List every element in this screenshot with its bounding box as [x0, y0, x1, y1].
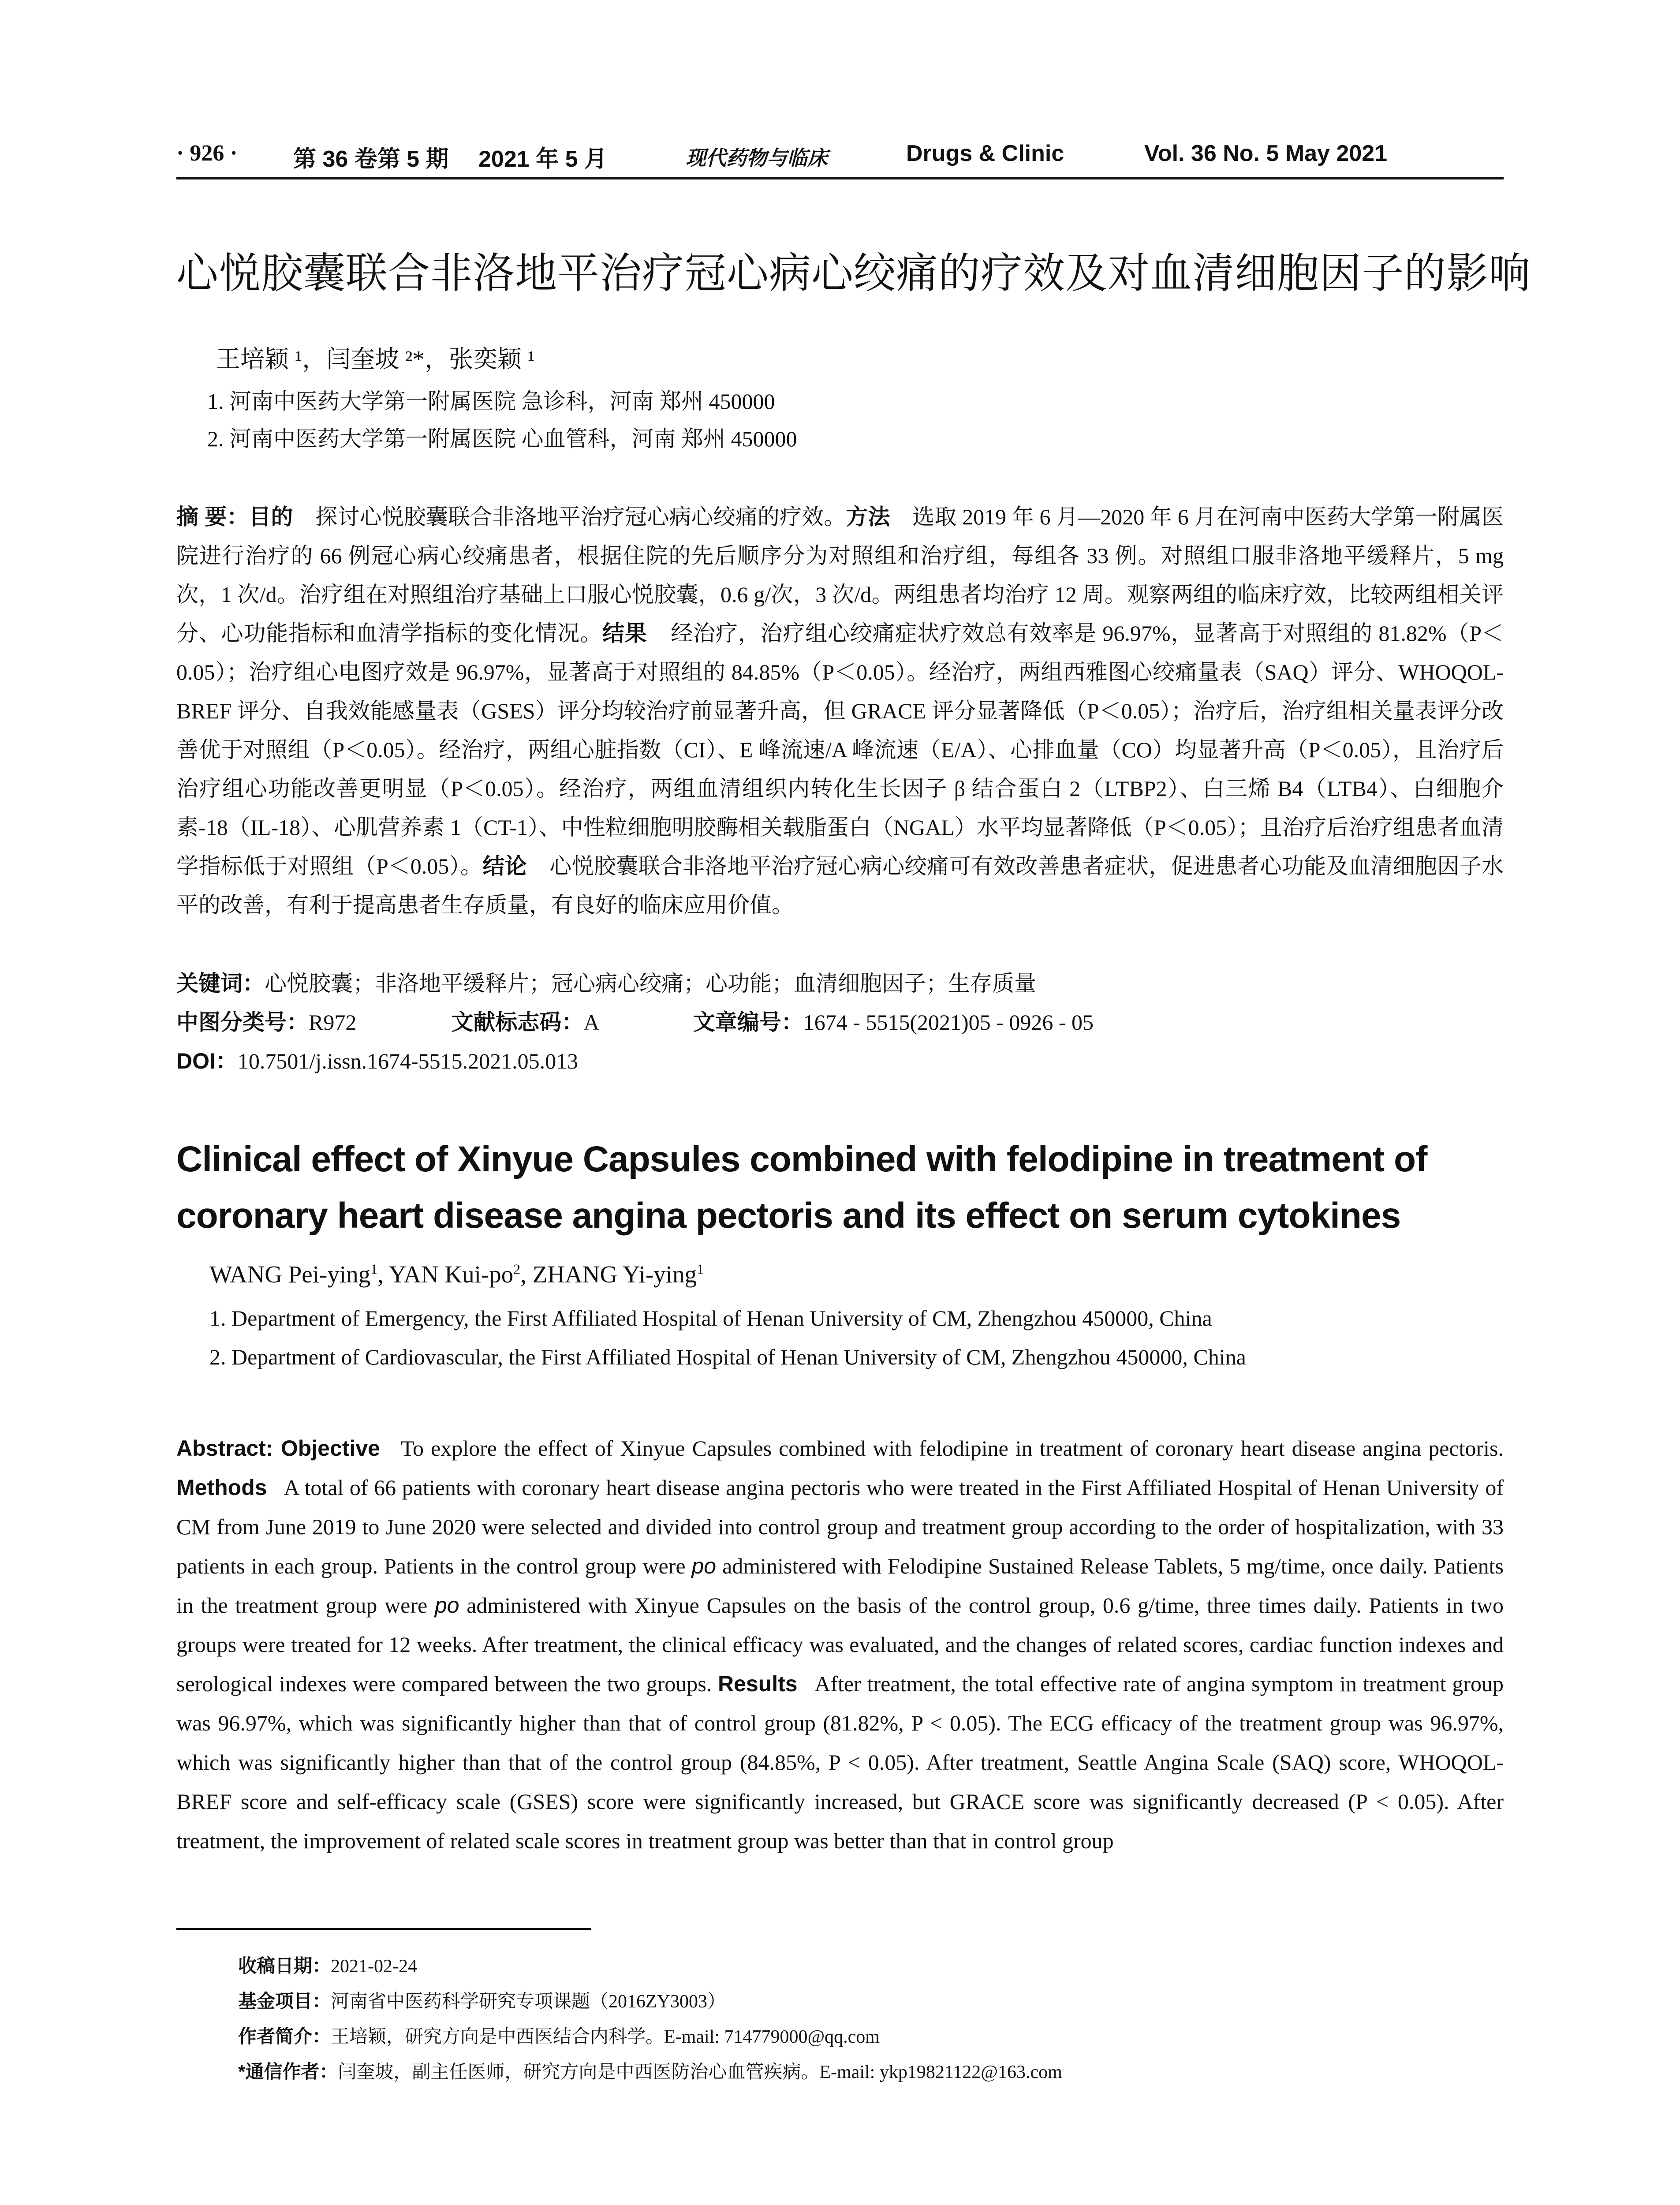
- header-rule: [176, 177, 1504, 179]
- results-cn-label: 结果: [602, 621, 647, 646]
- objective-cn-label: 目的: [249, 505, 293, 529]
- footnote-corresponding-value: 闫奎坡，副主任医师，研究方向是中西医防治心血管疾病。E-mail: ykp19821122@163.com: [338, 2062, 1062, 2082]
- footnote-corresponding-label: *通信作者：: [238, 2061, 338, 2082]
- article-no-label: 文章编号：: [693, 1010, 803, 1035]
- title-cn: 心悦胶囊联合非洛地平治疗冠心病心绞痛的疗效及对血清细胞因子的影响: [176, 250, 1531, 297]
- abstract-cn: [176, 497, 1504, 924]
- objective-en: To explore the effect of Xinyue Capsules combined with felodipine in treatment of coronary heart disease angina pectoris.: [400, 1436, 1504, 1461]
- date-cn: 2021 年 5 月: [478, 146, 607, 172]
- conclusion-cn-label: 结论: [482, 854, 527, 878]
- author-en-3: ZHANG Yi-ying: [532, 1261, 697, 1288]
- clc-value: R972: [309, 1010, 357, 1035]
- abstract-en: [176, 1429, 1504, 1861]
- classification-line: [176, 1005, 1094, 1036]
- footnote-fund: [238, 1987, 726, 2013]
- authors-en: WANG Pei-ying$^1$, YAN Kui-$po^2$, ZHANG Yi-ying$^1$: [209, 1261, 704, 1288]
- author-en-2-sup: 2: [513, 1261, 521, 1277]
- volume-en: Vol. 36 No. 5 May 2021: [1144, 141, 1388, 166]
- journal-name-en: Drugs & Clinic: [906, 141, 1064, 166]
- conclusion-cn: 心悦胶囊联合非洛地平治疗冠心病心绞痛可有效改善患者症状，促进患者心功能及血清细胞因子水平的改善，有利于提高患者生存质量，有良好的临床应用价值。: [176, 854, 1504, 917]
- volume-cn: 第 36 卷第 5 期: [293, 146, 449, 172]
- keywords-line: [176, 966, 1036, 998]
- title-en: Clinical effect of Xinyue Capsules combined with felodipine in treatment of coronary heart disease angina pectoris and its effect on serum cytokines: [176, 1139, 1427, 1236]
- footnote-received-label: 收稿日期：: [238, 1955, 331, 1976]
- methods-cn-label: 方法: [846, 505, 890, 529]
- po-1: po: [691, 1554, 717, 1578]
- affiliation-cn-2: 2. 河南中医药大学第一附属医院 心血管科，河南 郑州 450000: [207, 426, 797, 451]
- footnote-corresponding: [238, 2057, 1062, 2084]
- footnote-author-value: 王培颖，研究方向是中西医结合内科学。E-mail: 714779000@qq.com: [331, 2027, 880, 2047]
- footnote-author-label: 作者简介：: [238, 2026, 331, 2047]
- article-no-value: 1674 - 5515(2021)05 - 0926 - 05: [803, 1010, 1094, 1035]
- abstract-en-label: Abstract: Objective: [176, 1436, 380, 1461]
- author-en-3-sup: 1: [696, 1261, 704, 1277]
- page-number: · 926 ·: [176, 141, 238, 166]
- objective-cn: 探讨心悦胶囊联合非洛地平治疗冠心病心绞痛的疗效。: [315, 505, 846, 529]
- clc-label: 中图分类号：: [176, 1010, 309, 1035]
- abstract-cn-label: 摘 要：: [176, 505, 249, 529]
- results-en-label: Results: [717, 1671, 798, 1696]
- journal-name-cn: 现代药物与临床: [686, 147, 828, 169]
- author-en-1: WANG Pei-ying: [209, 1261, 371, 1288]
- methods-cn: 选取 2019 年 6 月—2020 年 6 月在河南中医药大学第一附属医院进行治疗的 66 例冠心病心绞痛患者，根据住院的先后顺序分为对照组和治疗组，每组各 33 例。对照组口服非洛地平缓释片，5 mg 次，1 次/d。治疗组在对照组治疗基础上口服心悦胶囊，0.6 g/次，3 次/d。两组患者均治疗 12 周。观察两组的临床疗效，比较两组相关评分、心功能指标和血清学指标的变化情况。: [176, 505, 1504, 646]
- doi-label: DOI：: [176, 1049, 238, 1073]
- footnote-fund-value: 河南省中医药科学研究专项课题（2016ZY3003）: [331, 1992, 726, 2012]
- footnote-author: [238, 2022, 880, 2048]
- affiliation-cn-1: 1. 河南中医药大学第一附属医院 急诊科，河南 郑州 450000: [207, 389, 775, 414]
- affiliation-en-1: 1. Department of Emergency, the First Affiliated Hospital of Henan University of CM, Zhengzhou 450000, China: [209, 1306, 1212, 1330]
- methods-en-3: administered with Xinyue Capsules on the basis of the control group, 0.6 g/time, three times daily. Patients in two groups were treated for 12 weeks. After treatment, the clinical efficacy was evaluated, and the changes of related scores, cardiac function indexes and serological indexes were compared between the two groups.: [176, 1593, 1504, 1696]
- keywords-label: 关键词：: [176, 971, 265, 996]
- methods-en-2: administered with Felodipine Sustained Release Tablets, 5 mg/time, once daily. Patients in the treatment group were: [176, 1554, 1504, 1618]
- footnote-rule: [176, 1928, 591, 1930]
- footnote-fund-label: 基金项目：: [238, 1991, 331, 2011]
- running-header: [176, 140, 1504, 176]
- footnote-received-value: 2021-02-24: [331, 1956, 417, 1977]
- affiliation-en-2: 2. Department of Cardiovascular, the First Affiliated Hospital of Henan University of CM, Zhengzhou 450000, China: [209, 1345, 1246, 1369]
- doi-line: [176, 1043, 578, 1075]
- keywords-value: 心悦胶囊；非洛地平缓释片；冠心病心绞痛；心功能；血清细胞因子；生存质量: [265, 971, 1036, 996]
- doc-code-label: 文献标志码：: [451, 1010, 584, 1035]
- methods-en-1: A total of 66 patients with coronary heart disease angina pectoris who were treated in the First Affiliated Hospital of Henan University of CM from June 2019 to June 2020 were selected and divided into control group and treatment group according to the order of hospitalization, with 33 patients in each group. Patients in the control group were: [176, 1475, 1504, 1578]
- results-en: After treatment, the total effective rate of angina symptom in treatment group was 96.97%, which was significantly higher than that of control group (81.82%, P < 0.05). The ECG efficacy of the treatment group was 96.97%, which was significantly higher than that of the control group (84.85%, P < 0.05). After treatment, Seattle Angina Scale (SAQ) score, WHOQOL-BREF score and self-efficacy scale (GSES) score were significantly increased, but GRACE score was significantly decreased (P < 0.05). After treatment, the improvement of related scale scores in treatment group was better than that in control group: [176, 1671, 1504, 1853]
- po-2: po: [434, 1593, 459, 1618]
- results-cn: 经治疗，治疗组心绞痛症状疗效总有效率是 96.97%，显著高于对照组的 81.82%（P＜0.05）；治疗组心电图疗效是 96.97%，显著高于对照组的 84.85%（P＜0.05）。经治疗，两组西雅图心绞痛量表（SAQ）评分、WHOQOL-BREF 评分、自我效能感量表（GSES）评分均较治疗前显著升高，但 GRACE 评分显著降低（P＜0.05）；治疗后，治疗组相关量表评分改善优于对照组（P＜0.05）。经治疗，两组心脏指数（CI）、E 峰流速/A 峰流速（E/A）、心排血量（CO）均显著升高（P＜0.05），且治疗后治疗组心功能改善更明显（P＜0.05）。经治疗，两组血清组织内转化生长因子 β 结合蛋白 2（LTBP2）、白三烯 B4（LTB4）、白细胞介素-18（IL-18）、心肌营养素 1（CT-1）、中性粒细胞明胶酶相关载脂蛋白（NGAL）水平均显著降低（P＜0.05）；且治疗后治疗组患者血清学指标低于对照组（P＜0.05）。: [176, 621, 1504, 878]
- author-en-2: YAN Kui-po: [388, 1261, 514, 1288]
- doi-value: 10.7501/j.issn.1674-5515.2021.05.013: [237, 1049, 579, 1073]
- footnote-received: [238, 1951, 417, 1978]
- methods-en-label: Methods: [176, 1475, 267, 1500]
- authors-cn: 王培颖 ¹，闫奎坡 ²*，张奕颖 ¹: [216, 346, 535, 373]
- author-en-1-sup: 1: [370, 1261, 378, 1277]
- doc-code-value: A: [583, 1010, 598, 1035]
